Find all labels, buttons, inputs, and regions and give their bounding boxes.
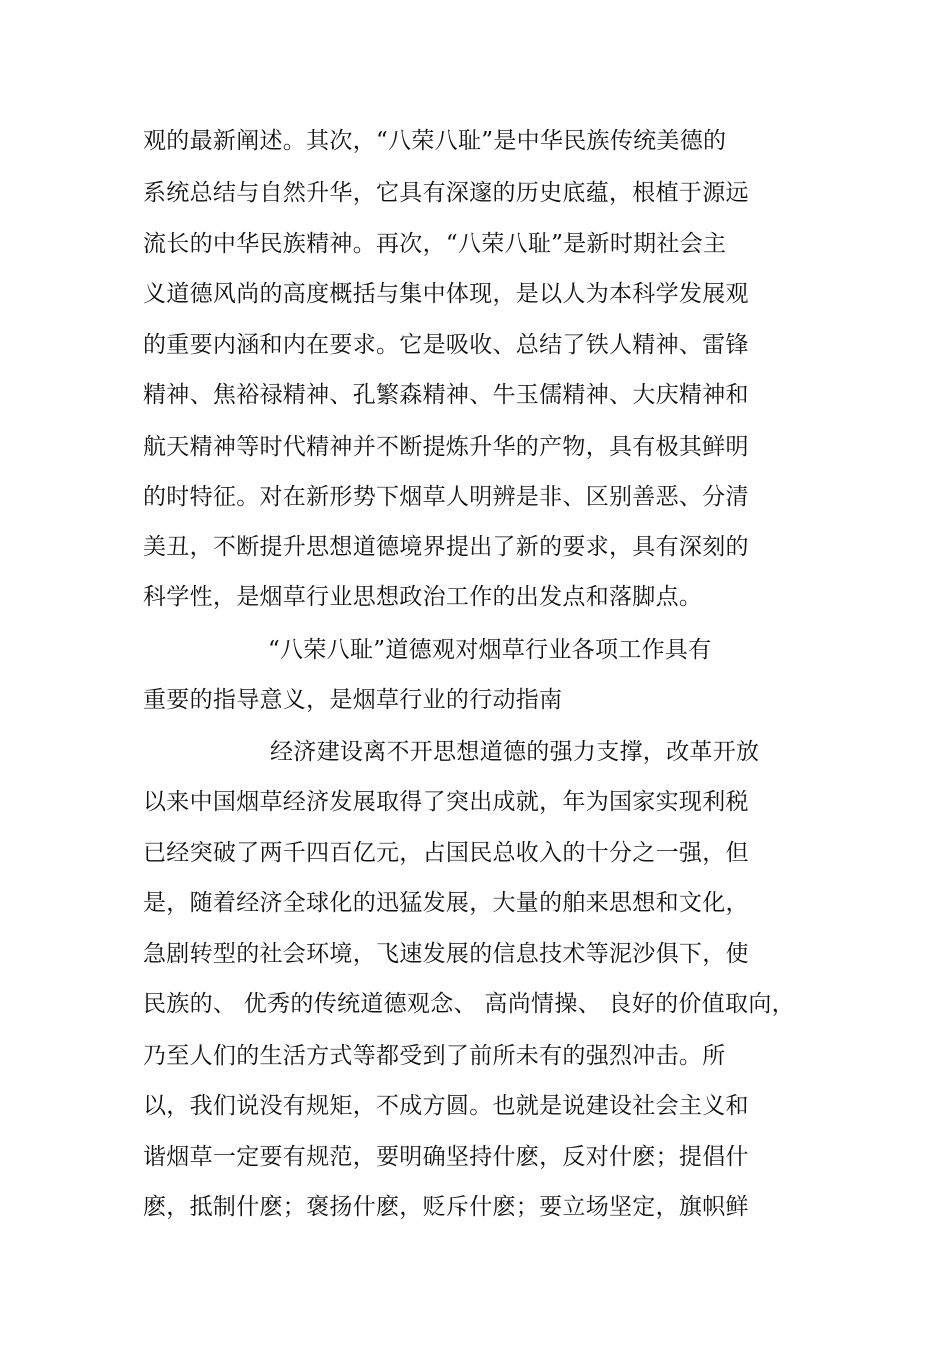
text-line: 乃至人们的生活方式等都受到了前所未有的强烈冲击。所 <box>143 1043 726 1069</box>
text-line: 以来中国烟草经济发展取得了突出成就，年为国家实现利税 <box>143 789 749 815</box>
text-line: 的重要内涵和内在要求。它是吸收、总结了铁人精神、雷锋 <box>143 332 749 358</box>
text-line: 流长的中华民族精神。再次，“八荣八耻”是新时期社会主 <box>143 231 727 257</box>
text-line: 以，我们说没有规矩，不成方圆。也就是说建设社会主义和 <box>143 1093 749 1119</box>
text-line: 观的最新阐述。其次，“八荣八耻”是中华民族传统美德的 <box>143 128 727 154</box>
text-line: 科学性，是烟草行业思想政治工作的出发点和落脚点。 <box>143 584 703 610</box>
section-heading-line-2: 重要的指导意义，是烟草行业的行动指南 <box>143 687 563 713</box>
paragraph-first-line: 经济建设离不开思想道德的强力支撑，改革开放 <box>270 739 760 765</box>
text-line: 急剧转型的社会环境，飞速发展的信息技术等泥沙俱下，使 <box>143 941 749 967</box>
text-line: 民族的、 优秀的传统道德观念、 高尚情操、 良好的价值取向， <box>143 991 795 1017</box>
text-line: 麽，抵制什麽；褒扬什麽，贬斥什麽；要立场坚定，旗帜鲜 <box>143 1194 749 1220</box>
text-line: 航天精神等时代精神并不断提炼升华的产物，具有极其鲜明 <box>143 434 749 460</box>
text-line: 系统总结与自然升华，它具有深邃的历史底蕴，根植于源远 <box>143 180 749 206</box>
text-line: 义道德风尚的高度概括与集中体现，是以人为本科学发展观 <box>143 281 749 307</box>
text-line: 是，随着经济全球化的迅猛发展，大量的舶来思想和文化， <box>143 890 749 916</box>
text-line: 精神、焦裕禄精神、孔繁森精神、牛玉儒精神、大庆精神和 <box>143 382 749 408</box>
text-line: 的时特征。对在新形势下烟草人明辨是非、区别善恶、分清 <box>143 484 749 510</box>
section-heading-line-1: “八荣八耻”道德观对烟草行业各项工作具有 <box>268 637 712 663</box>
text-line: 谐烟草一定要有规范，要明确坚持什麽，反对什麽；提倡什 <box>143 1144 749 1170</box>
text-line: 美丑，不断提升思想道德境界提出了新的要求，具有深刻的 <box>143 534 749 560</box>
text-line: 已经突破了两千四百亿元，占国民总收入的十分之一强，但 <box>143 840 749 866</box>
